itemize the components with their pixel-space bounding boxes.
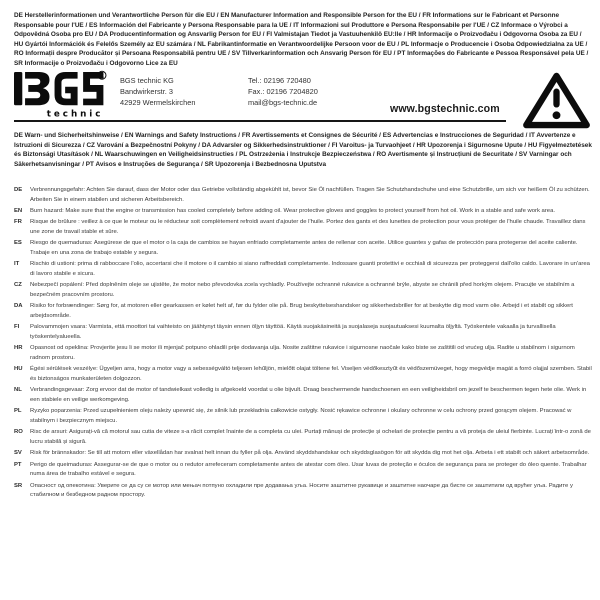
safety-text: Rischio di ustioni: prima di rabboccare l'olio, accertarsi che il motore o il cambio si siano raffreddati completamente. Indossare guanti protettivi e occhiali di sicurezza per proteggersi dall'olio caldo. Lavorare in un'area di lavoro stabile e sicura. (30, 261, 590, 277)
bgs-logo-icon (14, 70, 108, 122)
company-website: www.bgstechnic.com (390, 103, 500, 115)
language-code: HU (14, 366, 23, 373)
safety-text: Verbrandingsgevaar: Zorg ervoor dat de motor of tandwielkast volledig is afgekoeld voordat u olie bijvult. Draag beschermende handschoenen en een veiligheidsbril om jezelf te beschermen tegen hete olie. Werk in een stabiele en veilige werkomgeving. (30, 387, 587, 403)
safety-text: Perigo de queimaduras: Assegurar-se de que o motor ou o redutor arrefeceram completamente antes de atestar com óleo. Usar luvas de proteção e óculos de segurança para se proteger do óleo quente. Trabalhar numa área de trabalho estável e segura. (30, 461, 587, 478)
safety-text: Riesgo de quemaduras: Asegúrese de que el motor o la caja de cambios se hayan enfriado completamente antes de rellenar con aceite. Utilice guantes y gafas de protección para protegerse del aceite caliente. Trabaje en una zona de trabajo estable y segura. (30, 240, 578, 256)
safety-entries (14, 186, 592, 503)
language-code: PL (14, 408, 22, 415)
safety-text: Risque de brûlure : veillez à ce que le moteur ou le réducteur soit complètement refroidi avant d'ajouter de l'huile. Portez des gants et des lunettes de protection pour vous protéger de l'huile chaude. Travaillez dans une zone de travail stable et sûre. (30, 219, 586, 235)
safety-text: Opasnost od opeklina: Provjerite jesu li se motor ili mjenjač potpuno ohladili prije dodavanja ulja. Nosite zaštitne rukavice i sigurnosne naočale kako biste se zaštitili od vrućeg ulja. Radite u stabilnom i sigurnom radnom prostoru. (30, 345, 575, 361)
language-code: NL (14, 387, 22, 394)
company-address (120, 70, 242, 108)
safety-entry (14, 482, 592, 501)
language-code: HR (14, 345, 23, 352)
safety-text: Risk för brännskador: Se till att motorn eller växellådan har svalnat helt innan du fyller på olja. Använd skyddshandskar och skyddsglasögon för att skydda dig mot het olja. Arbeta i ett stabilt och säkert arbetsområde. (30, 450, 590, 457)
safety-text: Risc de arsuri: Asigurați-vă că motorul sau cutia de viteze s-a răcit complet înainte de a completa cu ulei. Purtați mănuși de protecție și ochelari de protecție pentru a vă proteja de uleiul fierbinte. Lucrați într-o zonă de lucru stabilă și sigură. (30, 429, 591, 445)
logo-subtext: technic (46, 109, 104, 120)
safety-entry (14, 365, 592, 384)
language-code: SV (14, 450, 22, 457)
language-code: DA (14, 303, 23, 310)
company-street: Bandwirkerstr. 3 (120, 87, 173, 96)
language-code: DE (14, 187, 23, 193)
language-code: RO (14, 429, 23, 436)
safety-entry (14, 407, 592, 426)
safety-entry (14, 239, 592, 258)
language-code: CZ (14, 282, 22, 289)
safety-text: Palovammojen vaara: Varmista, että moottori tai vaihteisto on jäähtynyt täysin ennen öljyn täyttöä. Käytä suojakäsineitä ja suojalaseja suojautuaksesi kuumalta öljyltä. Työskentele vakaalla ja turvallisella työskentelyalueella. (30, 324, 556, 340)
language-code: IT (14, 261, 20, 268)
safety-text: Burn hazard: Make sure that the engine or transmission has cooled completely before adding oil. Wear protective gloves and goggles to protect yourself from hot oil. Work in a stable and safe work area. (30, 207, 555, 214)
safety-text: Égési sérülések veszélye: Ügyeljen arra, hogy a motor vagy a sebességváltó teljesen lehűljön, mielőtt olajat töltene fel. Viseljen védőkesztyűt és védőszemüveget, hogy megvédje magát a forró olajjal szemben. Stabil és biztonságos munkaterületen dolgozzon. (30, 366, 592, 382)
safety-entry (14, 461, 592, 480)
language-code: FR (14, 219, 22, 226)
safety-entry (14, 207, 592, 217)
safety-entry (14, 186, 592, 205)
safety-text: Опасност од опекотина: Уверите се да су се мотор или мењач потпуно охладили пре додавања уља. Носите заштитне рукавице и заштитне наочаре да бисте се заштитили од врућег уља. Радите у стабилном и безбедном радном простору. (30, 482, 573, 499)
safety-text: Verbrennungsgefahr: Achten Sie darauf, dass der Motor oder das Getriebe vollständig abgekühlt ist, bevor Sie Öl nachfüllen. Tragen Sie Schutzhandschuhe und eine Schutzbrille, um sich vor heißem Öl zu schützen. Arbeiten Sie in einem stabilen und sicheren Arbeitsbereich. (30, 187, 590, 203)
company-name: BGS technic KG (120, 76, 174, 85)
safety-entry (14, 302, 592, 321)
language-code: EN (14, 207, 23, 214)
bgs-logo (14, 70, 108, 127)
safety-text: Risiko for forbrændinger: Sørg for, at motoren eller gearkassen er kølet helt af, før du fylder olie på. Brug beskyttelseshandsker og sikkerhedsbriller for at beskytte dig mod varm olie. Arbejd i et stabilt og sikkert arbejdsområde. (30, 303, 573, 319)
language-code: PT (14, 461, 22, 468)
safety-header: DE Warn- und Sicherheitshinweise / EN Warnings and Safety Instructions / FR Avertissements et Consignes de Sécurité / ES Advertencias e Instrucciones de Seguridad / IT Avvertenze e Istruzioni di Sicurezza / CZ Varování a Bezpečnostní Pokyny / DA Advarsler og Sikkerhedsinstruktioner / FI Varoitus- ja Turvaohjeet / HR Upozorenja i Sigurnosne Upute / HU Figyelmeztetések és Biztonsági Utasítások / NL Waarschuwingen en Veiligheidsinstructies / PL Ostrzeżenia i Instrukcje Bezpieczeństwa / RO Avertismente și Instrucțiuni de Securitate / SV Varningar och Säkerhetsanvisningar / PT Avisos e Instruções de Segurança / SR Upozorenja i Bezbednosna Uputstva (14, 132, 592, 168)
safety-text: Nebezpečí popálení: Před doplněním oleje se ujistěte, že motor nebo převodovka zcela vychladly. Používejte ochranné rukavice a ochranné brýle, abyste se chránili před horkým olejem. Pracujte ve stabilním a bezpečném pracovním prostoru. (30, 282, 575, 298)
safety-entry (14, 281, 592, 300)
safety-entry (14, 344, 592, 363)
warning-triangle-icon (521, 71, 592, 130)
safety-entry (14, 386, 592, 405)
company-city: 42929 Wermelskirchen (120, 98, 196, 107)
safety-entry (14, 428, 592, 447)
language-code: ES (14, 240, 22, 247)
safety-entry (14, 449, 592, 459)
horizontal-divider (14, 120, 506, 122)
company-tel: Tel.: 02196 720480 (248, 76, 311, 85)
safety-entry (14, 260, 592, 279)
safety-entry (14, 323, 592, 342)
language-code: SR (14, 482, 23, 489)
company-fax: Fax.: 02196 7204820 (248, 87, 318, 96)
company-contact (248, 70, 366, 108)
safety-entry (14, 218, 592, 237)
safety-text: Ryzyko poparzenia: Przed uzupełnieniem oleju należy upewnić się, że silnik lub przekładnia całkowicie ostygły. Nosić rękawice ochronne i okulary ochronne w celu ochrony przed gorącym olejem. Pracować w stabilnym i bezpiecznym miejscu. (30, 408, 572, 424)
registered-trademark-icon: R (99, 73, 105, 80)
company-band (14, 70, 506, 120)
language-code: FI (14, 324, 20, 331)
company-email: mail@bgs-technic.de (248, 98, 318, 107)
manufacturer-header: DE Herstellerinformationen und Verantwortliche Person für die EU / EN Manufacturer Information and Responsible Person for the EU / FR Informations sur le Fabricant et Personne Responsable pour l'UE / ES Información del Fabricante y Persona Responsable para la UE / IT Informazioni sul Produttore e Persona Responsabile per l'UE / CZ Informace o Výrobci a Odpovědná Osoba pro EU / DA Producentinformation og Ansvarlig Person for EU / FI Valmistajan Tiedot ja Vastuuhenkilö EU:lle / HR Informacije o Proizvođaču i Odgovorna Osoba za EU / HU Gyártói Információk és Felelős Személy az EU számára / NL Fabrikantinformatie en Verantwoordelijke Persoon voor de EU / PL Informacje o Producencie i Osoba Odpowiedzialna za UE / RO Informații despre Producător și Persoana Responsabilă pentru UE / SV Tillverkarinformation och Ansvarig Person för EU / PT Informações do Fabricante e Pessoa Responsável pela UE / SR Informacije o Proizvođaču i Odgovorno Lice za EU (14, 12, 589, 67)
